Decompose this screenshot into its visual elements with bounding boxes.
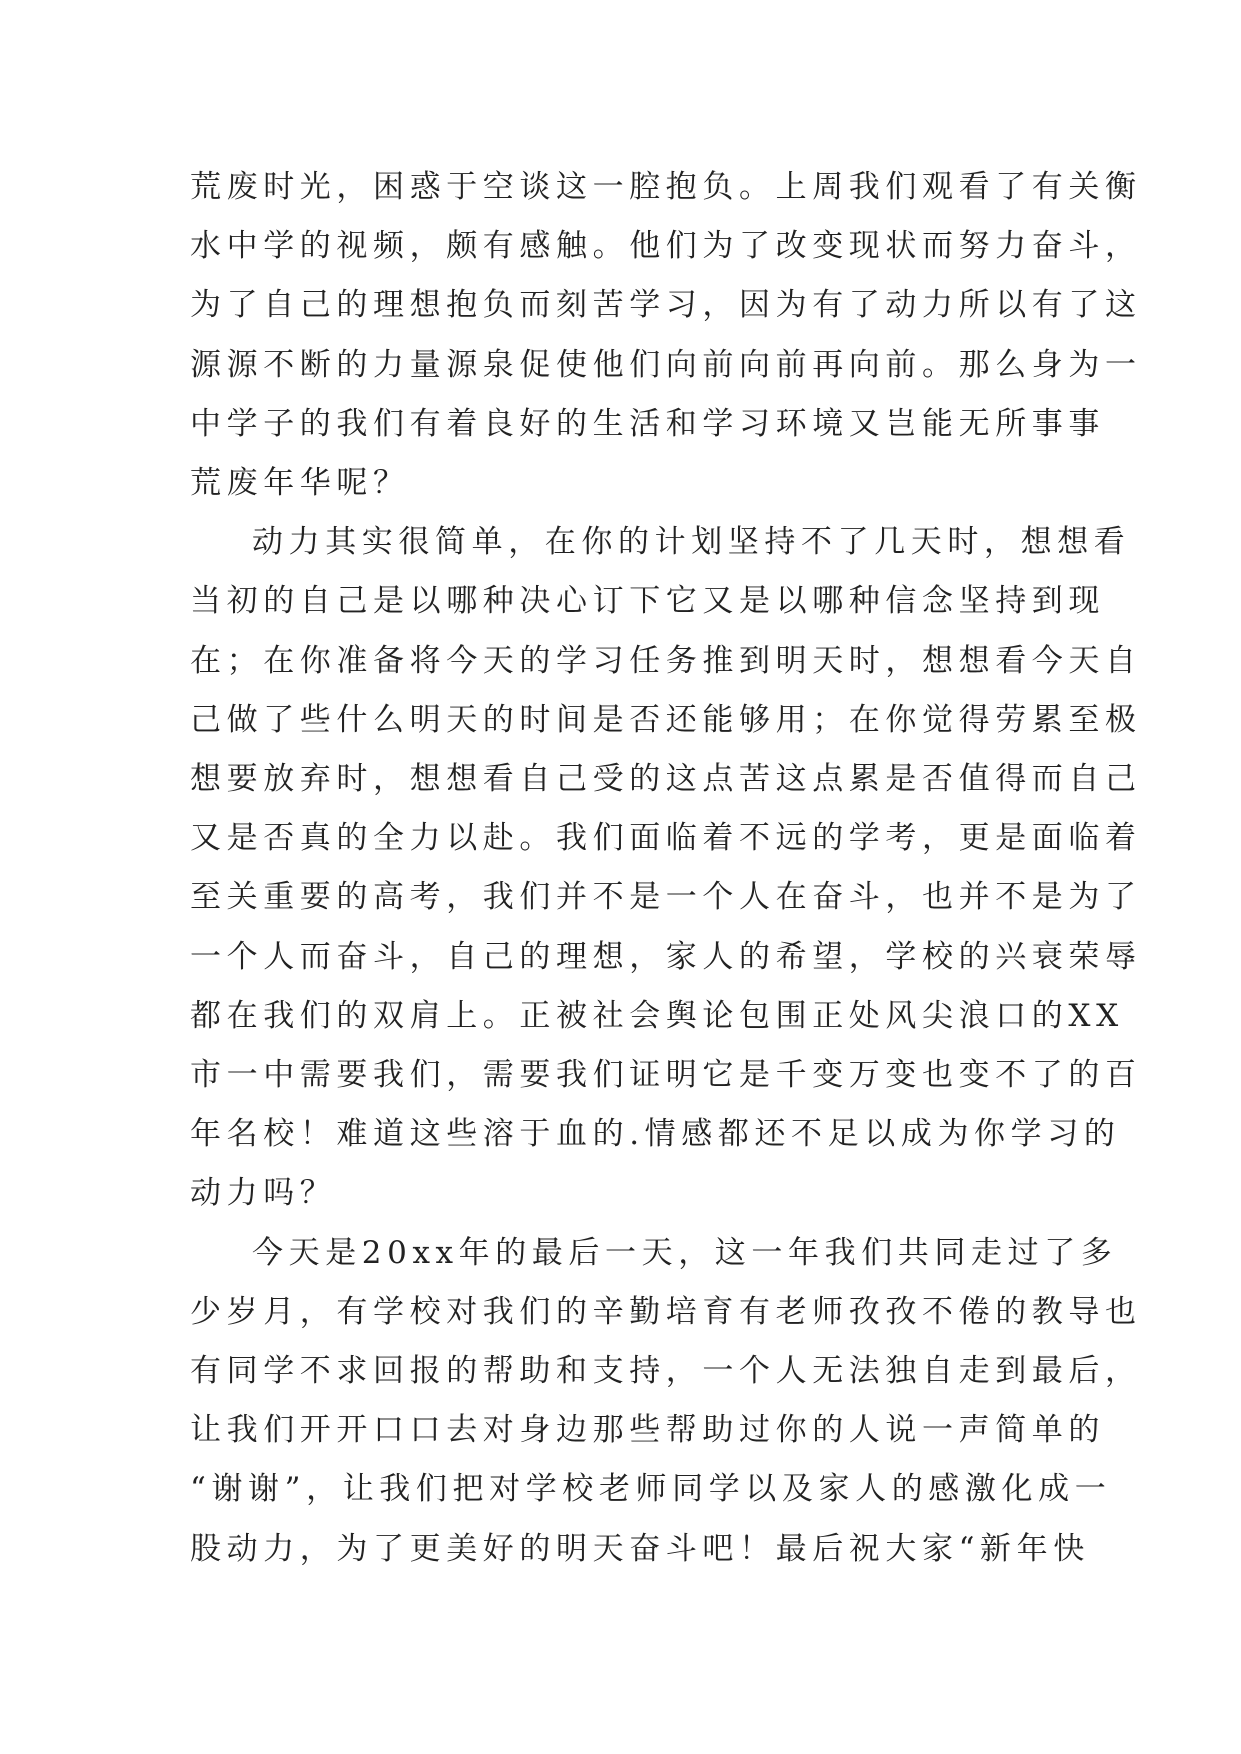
text-line: 中学子的我们有着良好的生活和学习环境又岂能无所事事	[190, 405, 1105, 442]
text-line: 让我们开开口口去对身边那些帮助过你的人说一声简单的	[190, 1412, 1105, 1449]
text-line: 为了自己的理想抱负而刻苦学习，因为有了动力所以有了这	[190, 287, 1142, 324]
text-line: 股动力，为了更美好的明天奋斗吧！最后祝大家“新年快	[190, 1530, 1090, 1567]
text-line: 当初的自己是以哪种决心订下它又是以哪种信念坚持到现	[190, 583, 1105, 620]
paragraph-1	[190, 158, 1142, 513]
text-line: 又是否真的全力以赴。我们面临着不远的学考，更是面临着	[190, 820, 1142, 857]
text-line: 一个人而奋斗，自己的理想，家人的希望，学校的兴衰荣辱	[190, 938, 1142, 975]
text-line: 有同学不求回报的帮助和支持，一个人无法独自走到最后，	[190, 1353, 1142, 1390]
text-line: 己做了些什么明天的时间是否还能够用；在你觉得劳累至极	[190, 701, 1142, 738]
text-line: “谢谢”，让我们把对学校老师同学以及家人的感激化成一	[190, 1471, 1112, 1508]
text-line: 动力其实很简单，在你的计划坚持不了几天时，想想看	[252, 524, 1131, 561]
paragraph-3	[190, 1224, 1142, 1579]
text-line: 源源不断的力量源泉促使他们向前向前再向前。那么身为一	[190, 346, 1142, 383]
text-line: 今天是20xx年的最后一天，这一年我们共同走过了多	[252, 1234, 1118, 1271]
text-line: 都在我们的双肩上。正被社会舆论包围正处风尖浪口的XX	[190, 997, 1124, 1034]
paragraph-2	[190, 513, 1142, 1223]
text-line: 市一中需要我们，需要我们证明它是千变万变也变不了的百	[190, 1057, 1142, 1094]
text-line: 荒废时光，困惑于空谈这一腔抱负。上周我们观看了有关衡	[190, 169, 1142, 205]
text-line: 在；在你准备将今天的学习任务推到明天时，想想看今天自	[190, 642, 1142, 679]
document-body	[190, 158, 1142, 1579]
text-line: 荒废年华呢？	[190, 465, 410, 502]
text-line: 水中学的视频，颇有感触。他们为了改变现状而努力奋斗，	[190, 228, 1142, 265]
text-line: 动力吗？	[190, 1175, 337, 1212]
text-line: 想要放弃时，想想看自己受的这点苦这点累是否值得而自己	[190, 761, 1142, 798]
text-line: 少岁月，有学校对我们的辛勤培育有老师孜孜不倦的教导也	[190, 1293, 1142, 1330]
text-line: 年名校！难道这些溶于血的.情感都还不足以成为你学习的	[190, 1116, 1121, 1153]
text-line: 至关重要的高考，我们并不是一个人在奋斗，也并不是为了	[190, 879, 1142, 916]
